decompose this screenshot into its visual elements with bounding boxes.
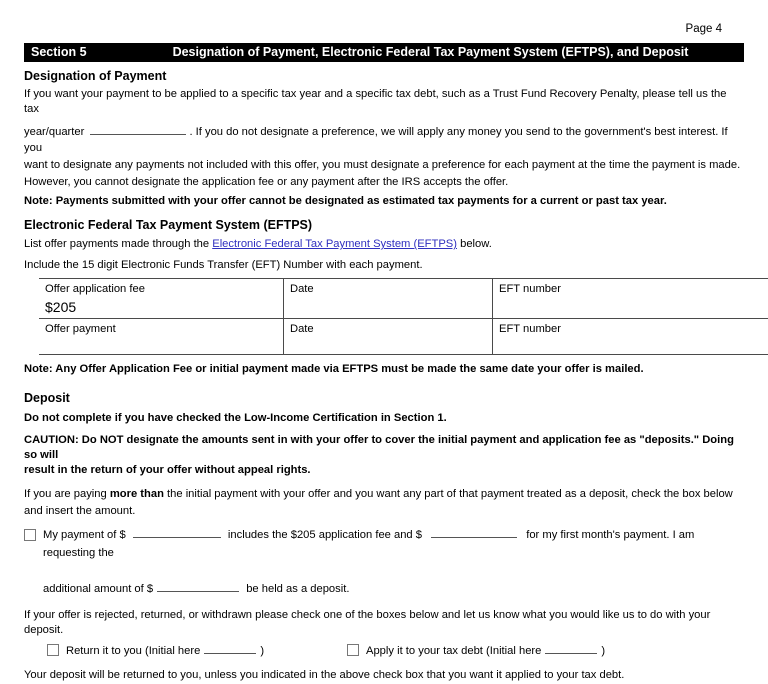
designation-paragraph-line4: However, you cannot designate the application fee or any payment after the IRS accepts the offer. xyxy=(24,175,744,190)
first-month-label: for my first month's payment. I am requesting the xyxy=(43,529,694,559)
designation-note: Note: Payments submitted with your offer cannot be designated as estimated tax payments for a current or past tax year. xyxy=(24,194,744,209)
date-label: Date xyxy=(290,283,314,295)
year-quarter-label: year/quarter xyxy=(24,126,84,138)
offer-application-fee-date-cell[interactable] xyxy=(284,278,493,318)
return-deposit-checkbox[interactable] xyxy=(47,644,59,656)
offer-payment-label: Offer payment xyxy=(45,323,116,335)
apply-deposit-checkbox[interactable] xyxy=(347,644,359,656)
date-label: Date xyxy=(290,323,314,335)
page-number: Page 4 xyxy=(24,0,744,36)
option-return-text xyxy=(66,642,264,659)
designation-paragraph-line2 xyxy=(24,123,744,155)
eftps-line2: Include the 15 digit Electronic Funds Transfer (EFT) Number with each payment. xyxy=(24,258,744,273)
my-payment-amount-input[interactable] xyxy=(133,526,221,538)
section-header-bar xyxy=(24,43,744,62)
deposit-intro-line1 xyxy=(24,487,744,502)
deposit-intro-prefix: If you are paying xyxy=(24,488,110,500)
eft-number-label: EFT number xyxy=(499,283,561,295)
includes-application-fee-label: includes the $205 application fee and $ xyxy=(228,529,422,541)
deposit-low-income-line: Do not complete if you have checked the Low-Income Certification in Section 1. xyxy=(24,411,744,426)
apply-initial-input[interactable] xyxy=(545,642,597,654)
deposit-payment-text xyxy=(43,526,744,598)
eftps-line1 xyxy=(24,237,744,252)
section-number-label: Section 5 xyxy=(24,43,169,62)
return-initial-input[interactable] xyxy=(204,642,256,654)
designation-of-payment-heading: Designation of Payment xyxy=(24,69,744,84)
deposit-closing-line: Your deposit will be returned to you, unless you indicated in the above check box that you want it applied to your tax debt. xyxy=(24,668,744,683)
year-quarter-input[interactable] xyxy=(90,123,186,135)
deposit-intro-suffix: the initial payment with your offer and you want any part of that payment treated as a deposit, check the box below xyxy=(164,488,733,500)
option-return-it-to-you[interactable] xyxy=(47,642,347,659)
designation-paragraph-line2-tail: . If you do not designate a preference, we will apply any money you send to the government's best interest. If you xyxy=(24,126,728,153)
table-row xyxy=(39,278,768,318)
option-apply-text xyxy=(366,642,605,659)
offer-payment-cell[interactable] xyxy=(39,318,284,354)
deposit-disposition-options xyxy=(47,642,744,659)
offer-application-fee-label: Offer application fee xyxy=(45,283,145,295)
offer-application-fee-amount: $205 xyxy=(45,298,283,316)
offer-application-fee-cell xyxy=(39,278,284,318)
held-as-deposit-label: be held as a deposit. xyxy=(246,583,349,595)
designation-paragraph-line1: If you want your payment to be applied to a specific tax year and a specific tax debt, such as a Trust Fund Recovery Penalty, please tell us the tax xyxy=(24,87,744,117)
designation-paragraph-line3: want to designate any payments not included with this offer, you must designate a preference for each payment at the time the payment is made. xyxy=(24,158,744,173)
offer-payment-date-cell[interactable] xyxy=(284,318,493,354)
return-deposit-label: Return it to you (Initial here xyxy=(66,645,200,657)
offer-payment-eft-cell[interactable] xyxy=(493,318,768,354)
first-month-payment-input[interactable] xyxy=(431,526,517,538)
additional-amount-label: additional amount of $ xyxy=(43,583,153,595)
eftps-heading: Electronic Federal Tax Payment System (EFTPS) xyxy=(24,218,744,233)
section-title-label: Designation of Payment, Electronic Federal Tax Payment System (EFTPS), and Deposit xyxy=(169,43,744,62)
eftps-line1-suffix: below. xyxy=(457,238,492,250)
deposit-heading: Deposit xyxy=(24,391,744,406)
deposit-caution-line2: result in the return of your offer without appeal rights. xyxy=(24,463,744,478)
additional-amount-input[interactable] xyxy=(157,580,239,592)
apply-deposit-label: Apply it to your tax debt (Initial here xyxy=(366,645,541,657)
offer-application-fee-eft-cell[interactable] xyxy=(493,278,768,318)
table-row xyxy=(39,318,768,354)
eftps-payments-table xyxy=(39,278,768,355)
deposit-rejected-line: If your offer is rejected, returned, or withdrawn please check one of the boxes below and let us know what you would like us to do with your deposit. xyxy=(24,608,744,638)
deposit-caution-line1: CAUTION: Do NOT designate the amounts sent in with your offer to cover the initial payment and application fee as "deposits." Doing so will xyxy=(24,433,744,463)
return-paren-close: ) xyxy=(260,645,264,657)
deposit-payment-checkbox-row[interactable] xyxy=(24,526,744,598)
eftps-link[interactable]: Electronic Federal Tax Payment System (EFTPS) xyxy=(212,238,457,250)
deposit-payment-checkbox[interactable] xyxy=(24,529,36,541)
eft-number-label: EFT number xyxy=(499,323,561,335)
deposit-intro-emphasis: more than xyxy=(110,488,164,500)
my-payment-label: My payment of $ xyxy=(43,529,126,541)
apply-paren-close: ) xyxy=(601,645,605,657)
eftps-note: Note: Any Offer Application Fee or initial payment made via EFTPS must be made the same date your offer is mailed. xyxy=(24,362,744,377)
deposit-intro-line2: and insert the amount. xyxy=(24,504,744,519)
option-apply-to-tax-debt[interactable] xyxy=(347,642,605,659)
eftps-line1-prefix: List offer payments made through the xyxy=(24,238,212,250)
